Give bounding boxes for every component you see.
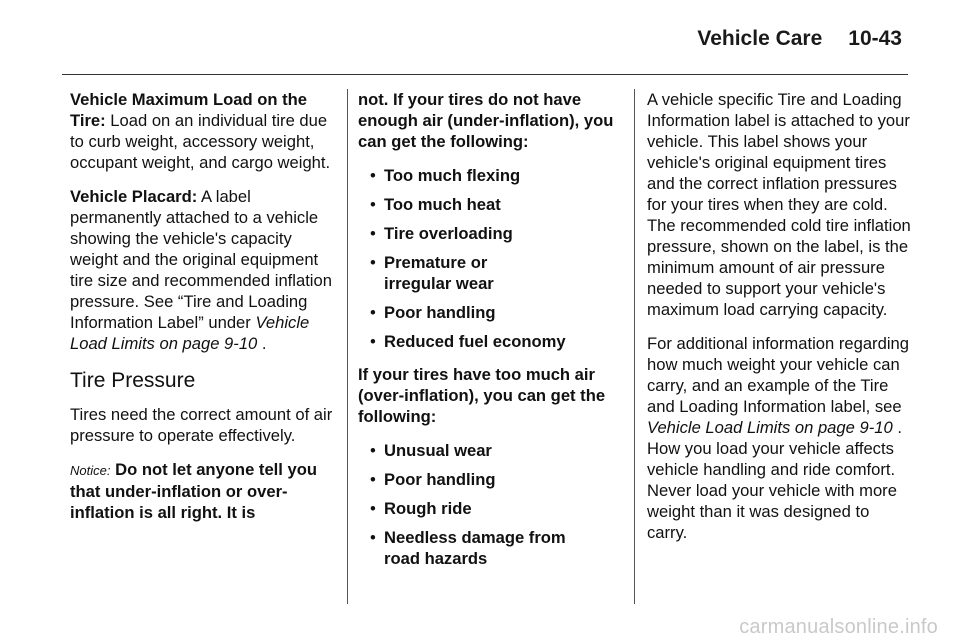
list-item: • Too much heat (358, 194, 623, 215)
definition-max-load: Vehicle Maximum Load on the Tire: Load on an individual tire due to curb weight, accessory weight, occupant weight, and cargo weight. (70, 90, 331, 172)
list-item: • Poor handling (358, 302, 623, 323)
list-item: • Poor handling (358, 469, 623, 490)
column-2 (358, 89, 623, 581)
cross-reference-link[interactable]: Vehicle Load Limits on page 9-10 (70, 313, 310, 353)
section-title: Vehicle Care (697, 27, 823, 50)
column-divider-2 (634, 89, 635, 604)
list-item: • Needless damage from road hazards (358, 527, 604, 569)
notice-continued: not. If your tires do not have enough air (under-inflation), you can get the following: (358, 90, 614, 151)
label-description: A vehicle specific Tire and Loading Information label is attached to your vehicle. This label shows your vehicle's original equipment tires and the correct inflation pressures for your tires when they are cold. The recommended cold tire inflation pressure, shown on the label, is the minimum amount of air pressure needed to support your vehicle's maximum load carrying capacity. (647, 90, 911, 319)
under-inflation-effects-list (358, 165, 623, 352)
term-placard: Vehicle Placard (70, 187, 192, 206)
over-inflation-intro: If your tires have too much air (over-inflation), you can get the following: (358, 365, 606, 426)
column-divider-1 (347, 89, 348, 604)
list-item: • Too much flexing (358, 165, 623, 186)
definition-placard: Vehicle Placard: A label permanently attached to a vehicle showing the vehicle's capacity weight and the original equipment tire size and recommended inflation pressure. See “Tire and Loading Information Label” under Vehicle Load Limits on page 9-10 . (70, 187, 332, 353)
header-divider (62, 74, 908, 75)
tire-pressure-intro: Tires need the correct amount of air pressure to operate effectively. (70, 405, 333, 445)
column-3 (647, 89, 912, 556)
notice-text: Do not let anyone tell you that under-inflation or over-inflation is all right. It is (70, 460, 317, 522)
page-header (697, 27, 902, 51)
watermark: carmanualsonline.info (739, 616, 938, 638)
definition-max-load-text: Load on an individual tire due to curb weight, accessory weight, occupant weight, and cargo weight. (70, 111, 331, 172)
notice-label: Notice: (70, 463, 111, 478)
load-info-paragraph: For additional information regarding how much weight your vehicle can carry, and an example of the Tire and Loading Information label, see Vehicle Load Limits on page 9-10 . How you load your vehicle affects vehicle handling and ride comfort. Never load your vehicle with more weight than it was designed to carry. (647, 334, 909, 542)
cross-reference-link[interactable]: Vehicle Load Limits on page 9-10 (647, 418, 893, 437)
definition-placard-text: A label permanently attached to a vehicle showing the vehicle's capacity weight and the original equipment tire size and recommended inflation pressure. See “Tire and Loading Information Label” under (70, 187, 332, 332)
page-number: 10-43 (848, 27, 902, 50)
term-max-load: Vehicle Maximum Load on the Tire (70, 90, 307, 130)
over-inflation-effects-list (358, 440, 623, 569)
list-item: • Premature or irregular wear (358, 252, 524, 294)
list-item: • Unusual wear (358, 440, 623, 461)
column-1 (70, 89, 335, 536)
list-item: • Rough ride (358, 498, 623, 519)
list-item: • Tire overloading (358, 223, 623, 244)
list-item: • Reduced fuel economy (358, 331, 623, 352)
section-heading-tire-pressure: Tire Pressure (70, 369, 196, 392)
notice-block (70, 459, 335, 523)
